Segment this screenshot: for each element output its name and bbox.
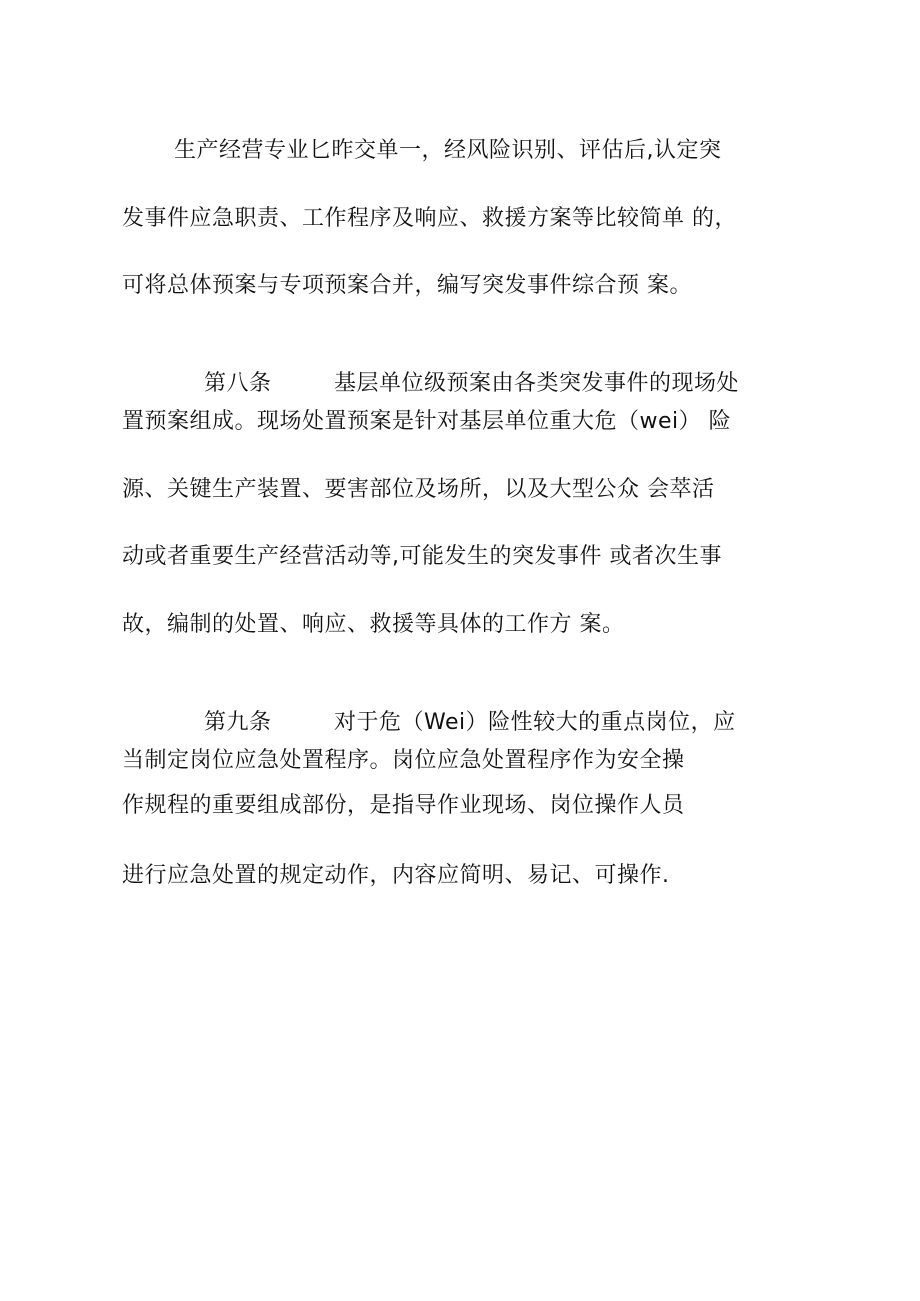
paragraph-line-6: 源、关键生产装置、要害部位及场所，以及大型公众 会萃活 xyxy=(122,477,715,502)
paragraph-line-5: 置预案组成。现场处置预案是针对基层单位重大危（wei） 险 xyxy=(122,409,732,434)
article-9-text: 对于危（Wei）险性较大的重点岗位，应 xyxy=(333,710,736,735)
paragraph-line-1: 生产经营专业匕昨交单一，经风险识别、评估后,认定突 xyxy=(174,138,722,163)
article-8-text: 基层单位级预案由各类突发事件的现场处 xyxy=(333,371,739,396)
paragraph-line-2: 发事件应急职责、工作程序及响应、救援方案等比较简单 的， xyxy=(122,206,737,231)
paragraph-line-8: 故，编制的处置、响应、救援等具体的工作方 案。 xyxy=(122,612,625,637)
paragraph-line-11: 作规程的重要组成部份，是指导作业现场、岗位操作人员 xyxy=(122,793,685,818)
paragraph-line-12: 进行应急处置的规定动作，内容应简明、易记、可操作. xyxy=(122,863,670,888)
paragraph-line-10: 当制定岗位应急处置程序。岗位应急处置程序作为安全操 xyxy=(122,748,685,773)
article-9-number: 第九条 xyxy=(203,710,272,735)
paragraph-line-3: 可将总体预案与专项预案合并，编写突发事件综合预 案。 xyxy=(122,273,692,298)
paragraph-line-7: 动或者重要生产经营活动等,可能发生的突发事件 或者次生事 xyxy=(122,544,722,569)
article-8-number: 第八条 xyxy=(203,371,272,396)
